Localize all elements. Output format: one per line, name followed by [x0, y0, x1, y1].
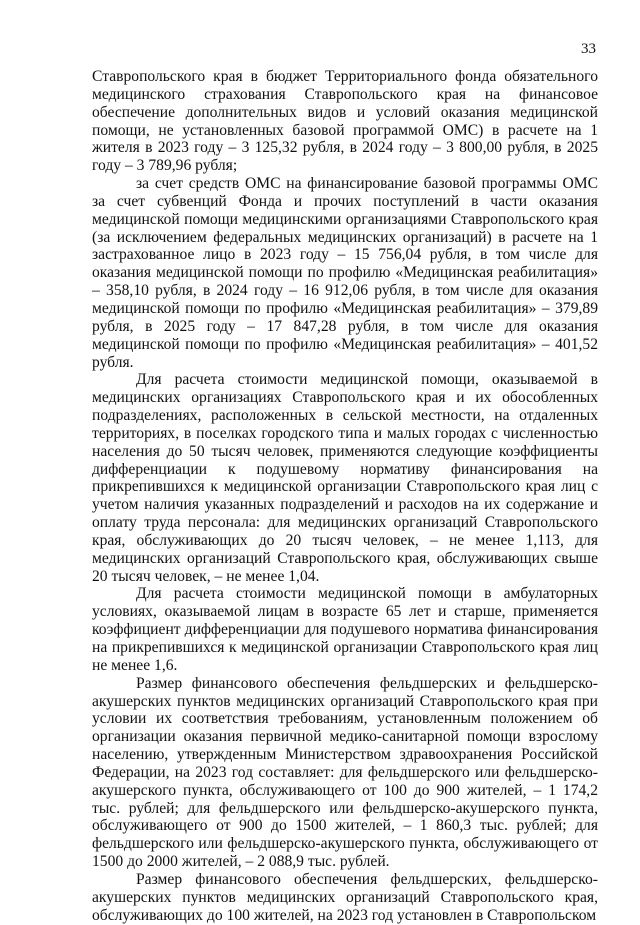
paragraph-feldsher-funding: Размер финансового обеспечения фельдшерских и фельдшерско-акушерских пунктов медицинских организаций Ставропольского края при условии их соответствия требованиям, установленным положением об организации оказания первичной медико-санитарной помощи взрослому населению, утвержденным Министерством здравоохранения Российской Федерации, на 2023 год составляет: для фельдшерского или фельдшерско-акушерского пункта, обслуживающего от 100 до 900 жителей, – 1 174,2 тыс. рублей; для фельдшерского или фельдшерско-акушерского пункта, обслуживающего от 900 до 1500 жителей, – 1 860,3 тыс. рублей; для фельдшерского или фельдшерско-акушерского пункта, обслуживающего от 1500 до 2000 жителей, – 2 088,9 тыс. рублей. — [92, 674, 598, 871]
page-number: 33 — [581, 41, 596, 57]
paragraph-small-feldsher-funding: Размер финансового обеспечения фельдшерских, фельдшерско-акушерских пунктов медицинских организаций Ставропольского края, обслуживающих до 100 жителей, на 2023 год установлен в Ставропольском — [92, 870, 598, 924]
paragraph-rural-coefficients: Для расчета стоимости медицинской помощи, оказываемой в медицинских организациях Ставропольского края и их обособленных подразделениях, расположенных в сельской местности, на отдаленных территориях, в поселках городского типа и малых городах с численностью населения до 50 тысяч человек, применяются следующие коэффициенты дифференциации к подушевому нормативу финансирования на прикрепившихся к медицинской организации Ставропольского края лиц с учетом наличия указанных подразделений и расходов на их содержание и оплату труда персонала: для медицинских организаций Ставропольского края, обслуживающих до 20 тысяч человек, – не менее 1,113, для медицинских организаций Ставропольского края, обслуживающих свыше 20 тысяч человек, – не менее 1,04. — [92, 371, 598, 585]
paragraph-oms-funding: за счет средств ОМС на финансирование базовой программы ОМС за счет субвенций Фонда и прочих поступлений в части оказания медицинской помощи медицинскими организациями Ставропольского края (за исключением федеральных медицинских организаций) в расчете на 1 застрахованное лицо в 2023 году – 15 756,04 рубля, в том числе для оказания медицинской помощи по профилю «Медицинская реабилитация» – 358,10 рубля, в 2024 году – 16 912,06 рубля, в том числе для оказания медицинской помощи по профилю «Медицинская реабилитация» – 379,89 рубля, в 2025 году – 17 847,28 рубля, в том числе для оказания медицинской помощи по профилю «Медицинская реабилитация» – 401,52 рубля. — [92, 175, 598, 371]
paragraph-continuation: Ставропольского края в бюджет Территориального фонда обязательного медицинского страхования Ставропольского края на финансовое обеспечение дополнительных видов и условий оказания медицинской помощи, не установленных базовой программой ОМС) в расчете на 1 жителя в 2023 году – 3 125,32 рубля, в 2024 году – 3 800,00 рубля, в 2025 году – 3 789,96 рубля; — [92, 68, 598, 175]
document-body — [92, 68, 598, 925]
paragraph-elderly-coefficient: Для расчета стоимости медицинской помощи в амбулаторных условиях, оказываемой лицам в возрасте 65 лет и старше, применяется коэффициент дифференциации для подушевого норматива финансирования на прикрепившихся к медицинской организации Ставропольского края лиц не менее 1,6. — [92, 585, 598, 674]
